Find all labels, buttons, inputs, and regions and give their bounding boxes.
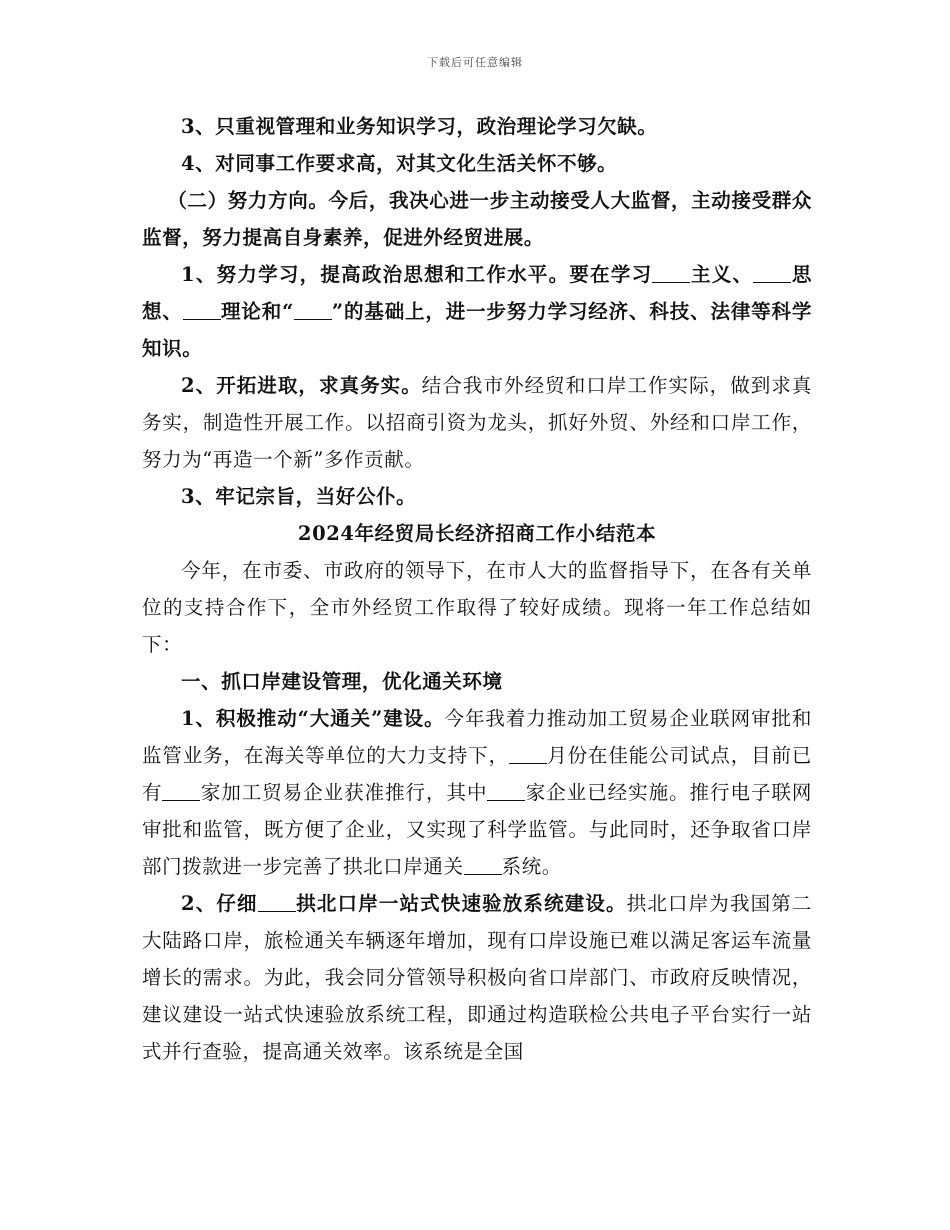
blank-line bbox=[753, 262, 791, 283]
paragraph-gongbei: 2、仔细 拱北口岸一站式快速验放系统建设。拱北口岸为我国第二大陆路口岸，旅检通关车辆逐年增加，现有口岸设施已难以满足客运车流量增长的需求。为此，我会同分管领导积极向省口岸部门、市政府反映情况，建议建设一站式快速验放系统工程，即通过构造联检公共电子平台实行一站式并行查验，提高通关效率。该系统是全国 bbox=[142, 892, 813, 1063]
section-title: 2024年经贸局长经济招商工作小结范本 bbox=[297, 522, 657, 545]
paragraph-weakness-3: 3、只重视管理和业务知识学习，政治理论学习欠缺。 bbox=[181, 115, 658, 138]
paragraph-customs: 1、积极推动“大通关”建设。今年我着力推动加工贸易企业联网审批和监管业务，在海关等单位的大力支持下， 月份在佳能公司试点，目前已有 家加工贸易企业获准推行，其中 家企业已经实施。推行电子联网审批和监管，既方便了企业，又实现了科学监管。与此同时，还争取省口岸部门拨款进一步完善了拱北口岸通关 系统。 bbox=[142, 707, 813, 878]
paragraph-intro: 今年，在市委、市政府的领导下，在市人大的监督指导下，在各有关单位的支持合作下，全市外经贸工作取得了较好成绩。现将一年工作总结如下： bbox=[142, 559, 812, 656]
page-header: 下载后可任意编辑 bbox=[427, 56, 523, 69]
blank-line bbox=[464, 854, 502, 875]
paragraph-purpose: 3、牢记宗旨，当好公仆。 bbox=[181, 485, 417, 508]
blank-line bbox=[652, 262, 690, 283]
paragraph-weakness-4: 4、对同事工作要求高，对其文化生活关怀不够。 bbox=[181, 152, 618, 175]
paragraph-direction: （二）努力方向。今后，我决心进一步主动接受人大监督，主动接受群众监督，努力提高自身素养，促进外经贸进展。 bbox=[142, 189, 812, 249]
document-body bbox=[142, 108, 812, 1070]
paragraph-heading: 2、开拓进取，求真务实。 bbox=[181, 374, 422, 397]
blank-line bbox=[487, 780, 525, 801]
blank-line bbox=[294, 299, 332, 320]
paragraph-study: 1、努力学习，提高政治思想和工作水平。要在学习 主义、 思想、 理论和“ ”的基础上，进一步努力学习经济、科技、法律等科学知识。 bbox=[142, 263, 813, 360]
section-heading-port: 一、抓口岸建设管理，优化通关环境 bbox=[181, 670, 503, 693]
paragraph-pioneer: 2、开拓进取，求真务实。结合我市外经贸和口岸工作实际，做到求真务实，制造性开展工作。以招商引资为龙头，抓好外贸、外经和口岸工作，努力为“再造一个新”多作贡献。 bbox=[142, 374, 812, 471]
blank-line bbox=[258, 891, 296, 912]
blank-line bbox=[183, 299, 221, 320]
paragraph-heading: 1、积极推动“大通关”建设。 bbox=[181, 707, 445, 730]
blank-line bbox=[162, 780, 200, 801]
blank-line bbox=[509, 743, 547, 764]
